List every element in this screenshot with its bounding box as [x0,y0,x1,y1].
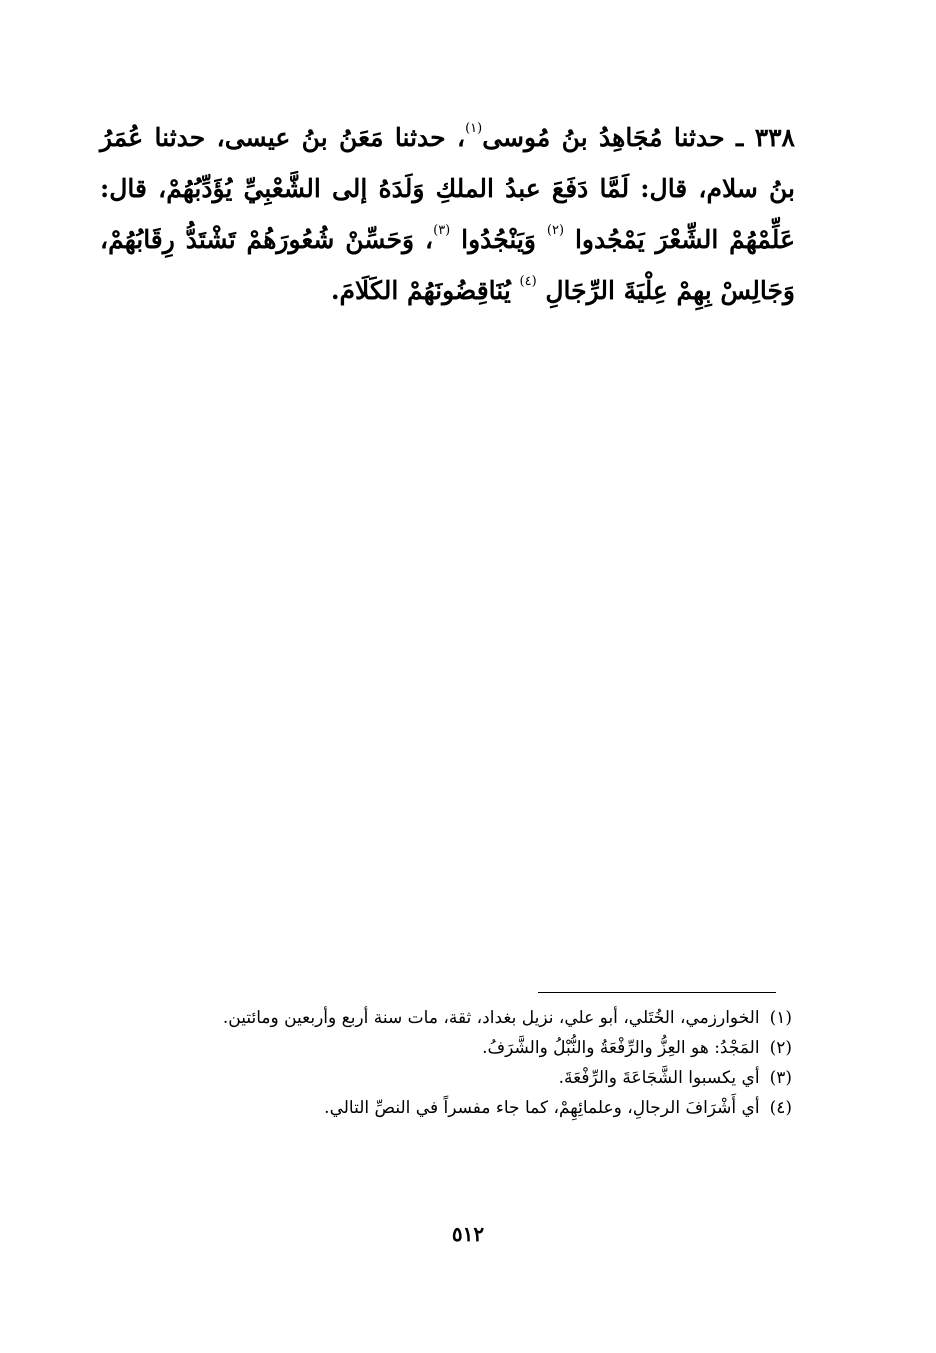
footnote-mark: (١) [769,1008,792,1028]
hadith-segment-1: حدثنا مُجَاهِدُ بنُ مُوسى [482,123,725,152]
footnote-ref-4: (٤) [519,274,537,289]
footnote-mark: (٢) [769,1038,792,1058]
footnote-ref-3: (٣) [433,223,451,238]
hadith-dash: ـ [735,123,744,152]
footnote-text: أي يكسبوا الشَّجَاعَةَ والرِّفْعَةَ. [558,1068,760,1088]
footnote-mark: (٣) [769,1068,792,1088]
footnote-separator [538,992,776,993]
hadith-segment-2: ، حدثنا مَعَنُ بنُ عيسى، حدثنا عُمَرُ بنُ سلام، قال: لَمَّا دَفَعَ عبدُ الملكِ وَلَدَهُ إلى الشَّعْبِيِّ يُؤَدِّبُهُمْ، قال: عَلِّمْهُمْ الشِّعْرَ يَمْجُدوا [100,123,795,254]
footnote-1 [104,1003,792,1033]
hadith-segment-4: ، وَحَسِّنْ شُعُورَهُمْ تَشْتَدُّ رِقَابُهُمْ، وَجَالِسْ بِهِمْ عِلْيَةَ الرِّجَالِ [100,225,795,305]
footnote-mark: (٤) [769,1098,792,1118]
hadith-text [100,112,795,316]
footnote-ref-1: (١) [465,121,483,136]
hadith-segment-5: يُنَاقِضُونَهُمْ الكَلَامَ. [330,276,511,305]
footnote-2 [104,1033,792,1063]
hadith-number: ٣٣٨ [754,123,795,152]
footnote-4 [104,1093,792,1123]
footnote-text: أي أَشْرَافَ الرجالِ، وعلمائِهِمْ، كما جاء مفسراً في النصِّ التالي. [324,1098,760,1118]
footnote-text: المَجْدُ: هو العِزُّ والرِّفْعَةُ والنُّبْلُ والشَّرَفُ. [482,1038,760,1058]
footnotes [104,1003,792,1123]
hadith-segment-3: وَيَنْجُدُوا [461,225,537,254]
page-number: ٥١٢ [451,1222,485,1246]
footnote-text: الخوارزمي، الخُتَلي، أبو علي، نزيل بغداد، ثقة، مات سنة أربع وأربعين ومائتين. [222,1008,760,1028]
footnote-3 [104,1063,792,1093]
footnote-ref-2: (٢) [546,223,565,238]
